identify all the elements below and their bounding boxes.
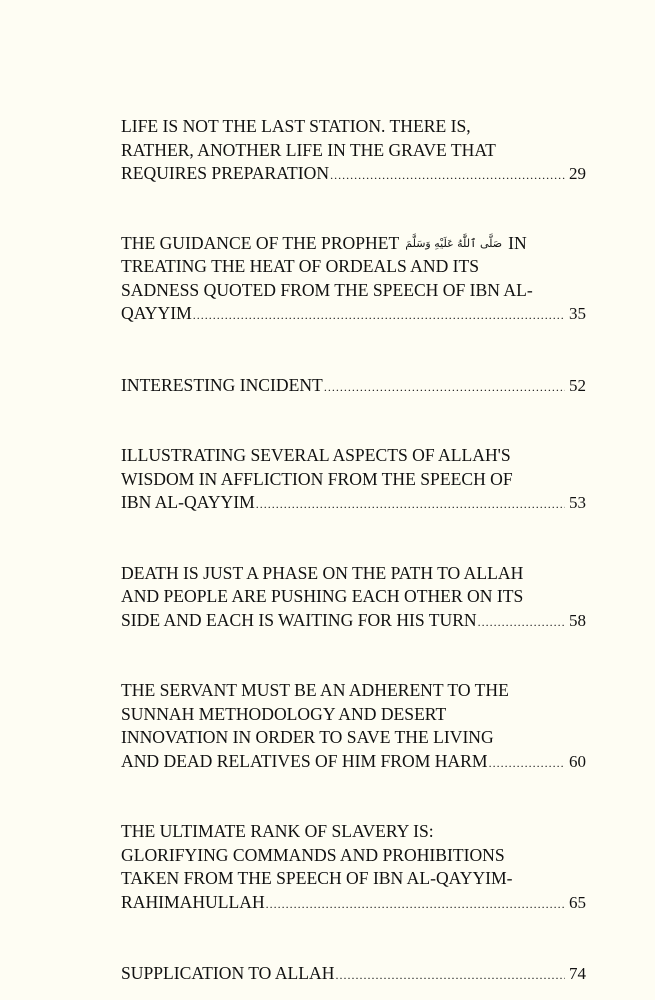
toc-entry-title-line: WISDOM IN AFFLICTION FROM THE SPEECH OF xyxy=(121,468,513,489)
toc-entry-last-line xyxy=(121,609,586,635)
toc-entry-title-line: THE ULTIMATE RANK OF SLAVERY IS: xyxy=(121,821,434,841)
table-of-contents xyxy=(121,115,586,988)
toc-entry-title-text: THE GUIDANCE OF THE PROPHET xyxy=(121,232,400,253)
toc-entry-title-line: QAYYIM xyxy=(121,303,192,323)
toc-entry-title-line: REQUIRES PREPARATION xyxy=(121,163,330,183)
toc-page-number: 29 xyxy=(569,164,586,183)
toc-entry-title-line: LIFE IS NOT THE LAST STATION. THERE IS, xyxy=(121,116,471,136)
toc-page-number: 53 xyxy=(569,493,586,512)
toc-entry-last-line xyxy=(121,374,586,400)
toc-entry-title-text: IN xyxy=(508,232,527,253)
toc-entry-title-line xyxy=(121,232,586,256)
toc-entry-last-line xyxy=(121,750,586,776)
toc-entry-title-line: RAHIMAHULLAH xyxy=(121,891,265,912)
toc-page-number: 74 xyxy=(569,964,586,983)
toc-page-number: 35 xyxy=(569,304,586,323)
dot-leader xyxy=(330,164,565,188)
toc-entry[interactable] xyxy=(121,374,586,400)
toc-entry-title-line: THE SERVANT MUST BE AN ADHERENT TO THE xyxy=(121,680,509,700)
toc-entry-title-line: SUNNAH METHODOLOGY AND DESERT xyxy=(121,703,447,724)
toc-entry-title-line: INTERESTING INCIDENT xyxy=(121,374,323,395)
dot-leader xyxy=(324,376,565,400)
dot-leader xyxy=(335,964,565,988)
toc-entry[interactable] xyxy=(121,232,586,328)
toc-entry-title-line: AND PEOPLE ARE PUSHING EACH OTHER ON ITS xyxy=(121,586,524,606)
dot-leader xyxy=(193,304,565,328)
toc-entry-title-line: RATHER, ANOTHER LIFE IN THE GRAVE THAT xyxy=(121,139,496,160)
toc-page-number: 58 xyxy=(569,610,586,630)
toc-entry[interactable] xyxy=(121,820,586,916)
toc-entry-title-line: SIDE AND EACH IS WAITING FOR HIS TURN xyxy=(121,609,477,630)
salawat-seal-icon: صَلَّى ٱللَّٰهُ عَلَيْهِ وَسَلَّمَ xyxy=(405,236,503,250)
toc-entry-title-line: SADNESS QUOTED FROM THE SPEECH OF IBN AL- xyxy=(121,279,533,300)
toc-entry-last-line xyxy=(121,491,586,517)
toc-entry[interactable] xyxy=(121,562,586,635)
toc-entry[interactable] xyxy=(121,679,586,775)
dot-leader xyxy=(266,893,565,917)
toc-entry-title-line: TAKEN FROM THE SPEECH OF IBN AL-QAYYIM- xyxy=(121,868,513,888)
toc-entry[interactable] xyxy=(121,115,586,188)
toc-entry-last-line xyxy=(121,891,586,917)
toc-entry-title-line: ILLUSTRATING SEVERAL ASPECTS OF ALLAH'S xyxy=(121,445,511,465)
toc-entry-title-line: TREATING THE HEAT OF ORDEALS AND ITS xyxy=(121,256,480,276)
toc-entry-title-line: GLORIFYING COMMANDS AND PROHIBITIONS xyxy=(121,844,505,865)
toc-entry[interactable] xyxy=(121,444,586,517)
dot-leader xyxy=(256,493,565,517)
toc-entry-title-line: INNOVATION IN ORDER TO SAVE THE LIVING xyxy=(121,727,494,747)
toc-entry-title-line: AND DEAD RELATIVES OF HIM FROM HARM xyxy=(121,750,488,771)
dot-leader xyxy=(489,752,565,776)
toc-entry-title-line: IBN AL-QAYYIM xyxy=(121,492,255,512)
toc-entry-title-line: DEATH IS JUST A PHASE ON THE PATH TO ALLAH xyxy=(121,562,524,583)
dot-leader xyxy=(478,611,565,635)
toc-page-number: 65 xyxy=(569,892,586,912)
toc-entry-last-line xyxy=(121,302,586,328)
toc-entry-title-line: SUPPLICATION TO ALLAH xyxy=(121,963,335,983)
toc-entry[interactable] xyxy=(121,962,586,988)
toc-entry-last-line xyxy=(121,962,586,988)
toc-entry-last-line xyxy=(121,162,586,188)
toc-page-number: 60 xyxy=(569,751,586,771)
toc-page-number: 52 xyxy=(569,375,586,395)
